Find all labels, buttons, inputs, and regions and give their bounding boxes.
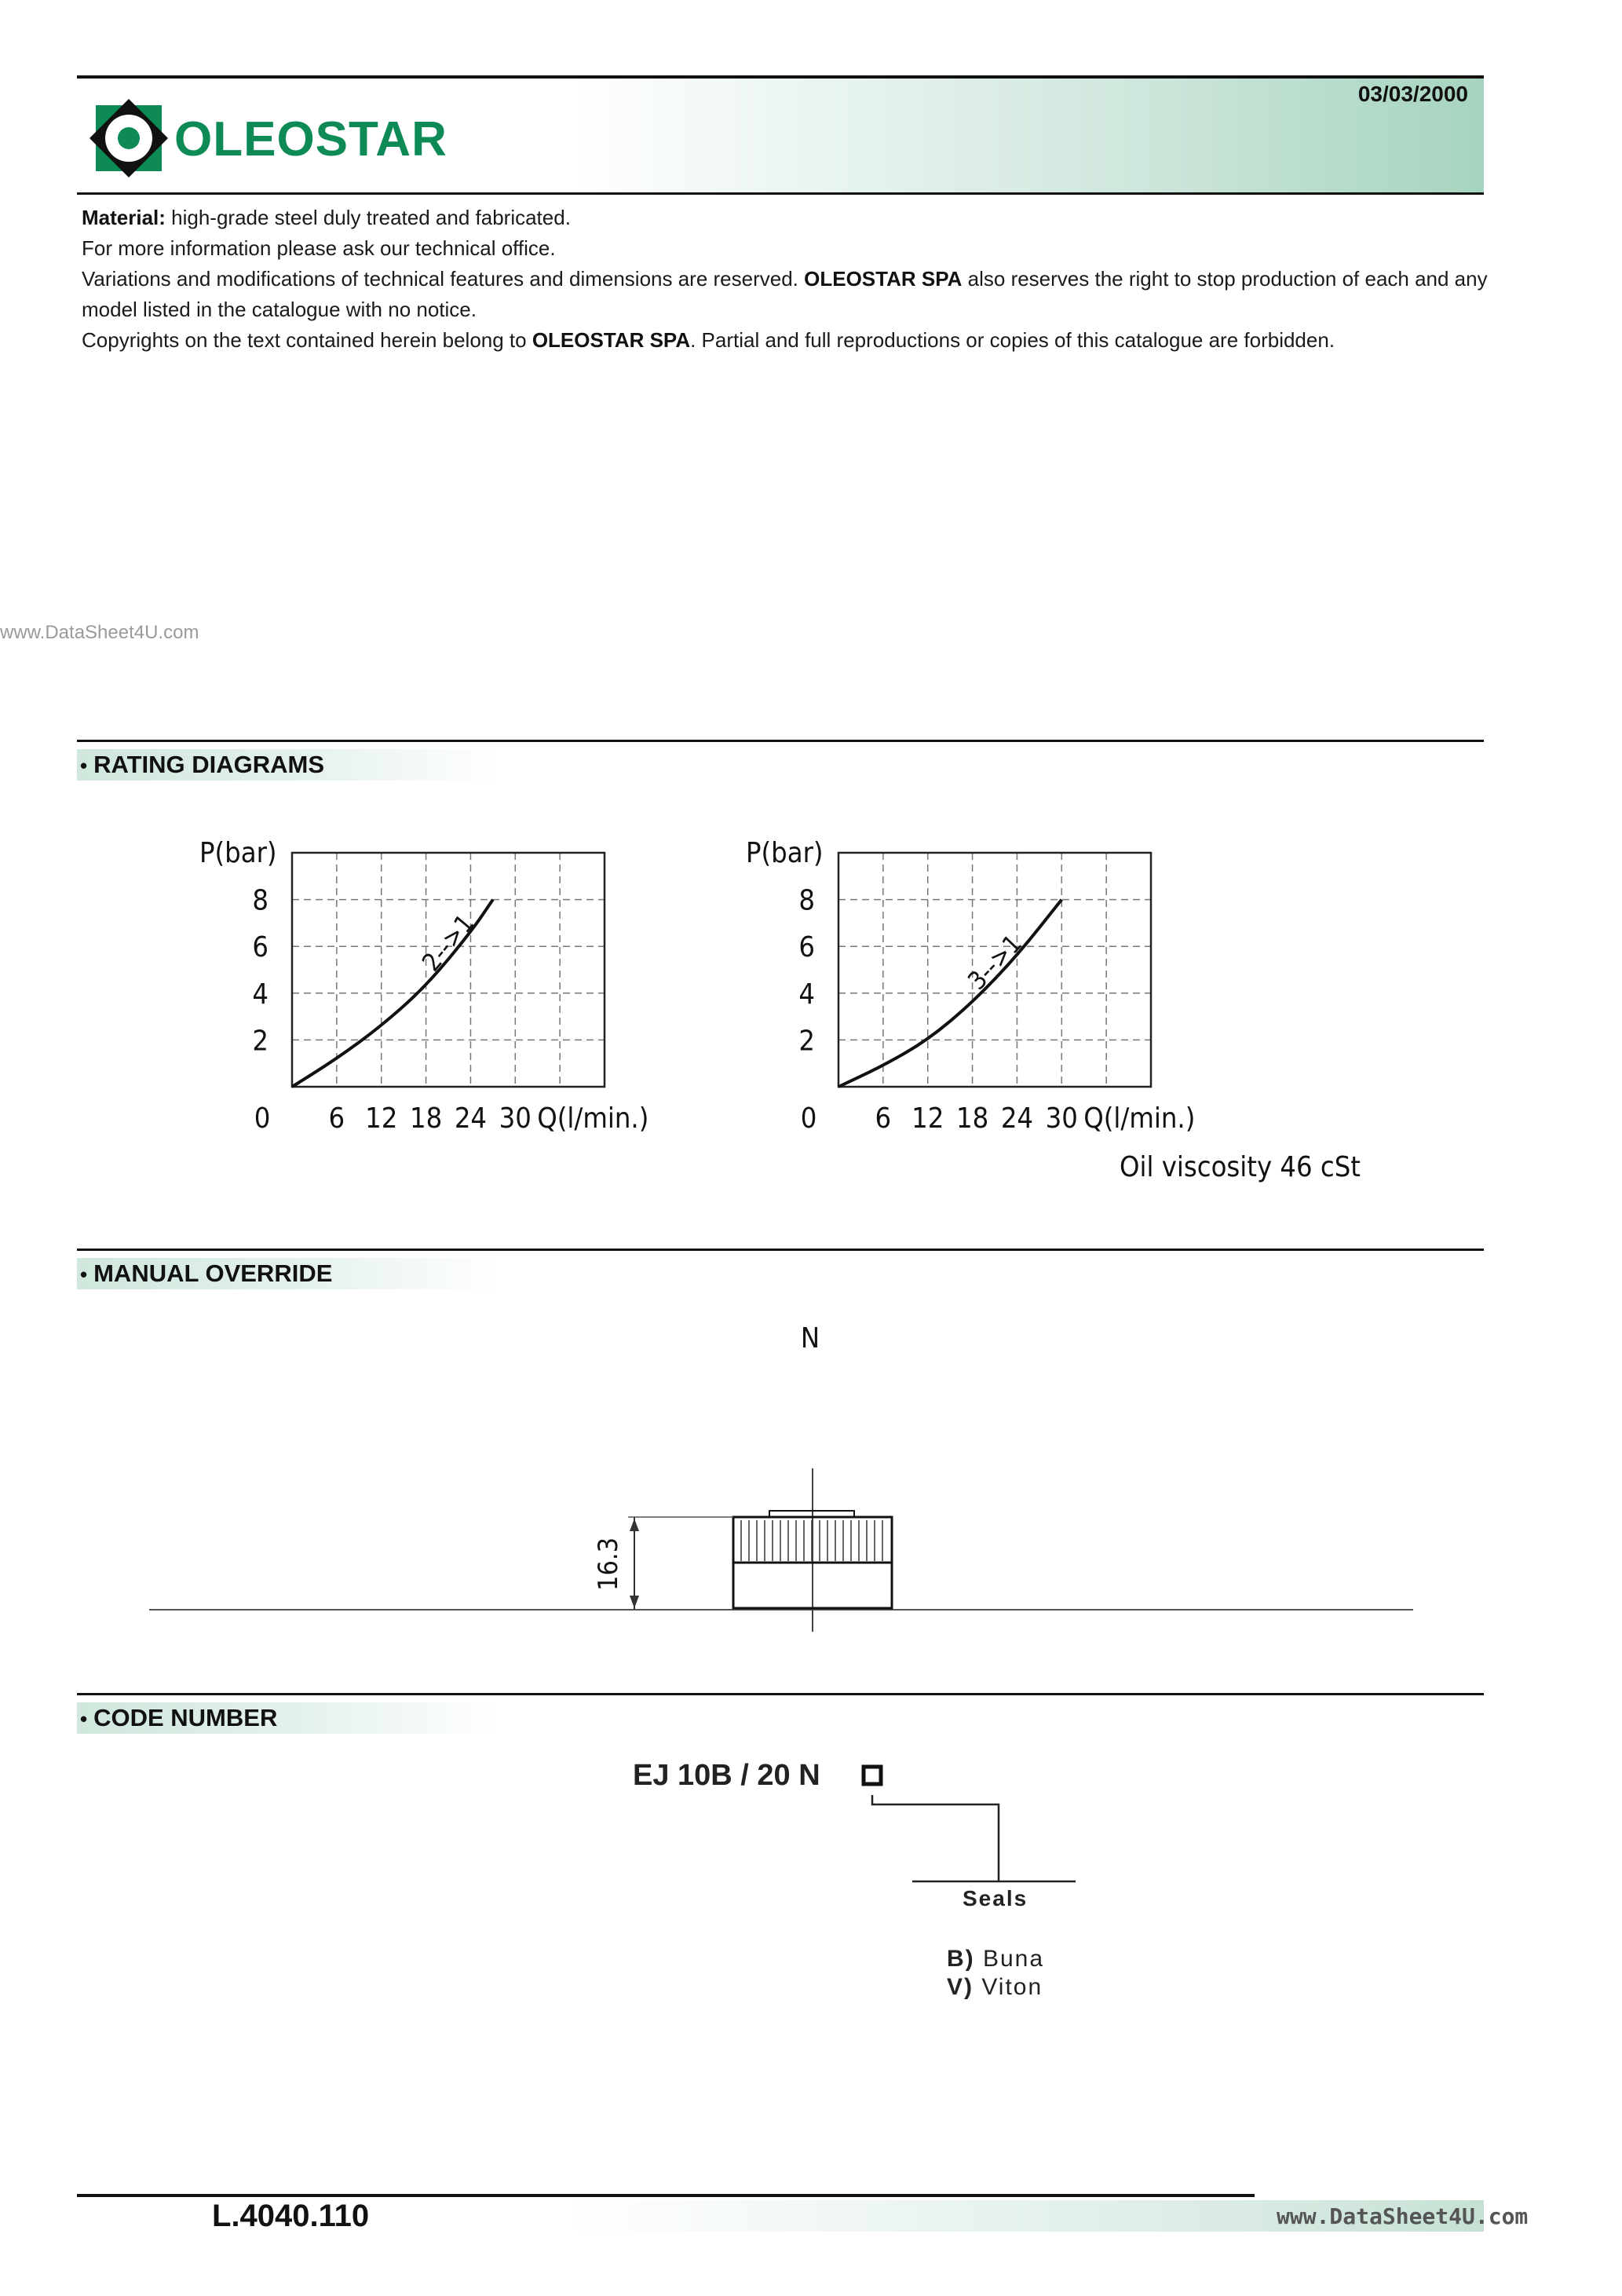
brand-name: OLEOSTAR — [174, 112, 448, 166]
x-axis-label: Q(l/min.) — [537, 1102, 649, 1135]
x-tick-label: 30 — [499, 1102, 532, 1135]
seal-option-buna: B) Buna — [947, 1946, 1045, 1972]
x-tick-label: 0 — [254, 1102, 271, 1135]
section-rule — [77, 1249, 1484, 1251]
dimension-value: 16.3 — [593, 1537, 624, 1591]
x-tick-label: 12 — [911, 1102, 944, 1135]
y-tick-label: 4 — [798, 978, 815, 1011]
section-title-rating: • RATING DIAGRAMS — [77, 749, 501, 781]
x-tick-label: 18 — [409, 1102, 443, 1135]
plot-frame — [292, 853, 605, 1087]
y-tick-label: 8 — [252, 884, 269, 917]
info-note: For more information please ask our technical office. — [82, 236, 556, 260]
section-rule — [77, 1693, 1484, 1695]
oleostar-logo-icon — [88, 97, 170, 179]
y-tick-label: 2 — [252, 1025, 269, 1058]
x-tick-label: 30 — [1045, 1102, 1078, 1135]
variant-label: N — [800, 1322, 820, 1355]
seal-option-viton: V) Viton — [947, 1974, 1043, 2000]
order-code: EJ 10B / 20 N — [633, 1759, 820, 1792]
legal-notes — [82, 203, 1495, 356]
y-tick-label: 6 — [252, 931, 269, 964]
variations-note: Variations and modifications of technical features and dimensions are reserved. OLEOSTAR SPA also reserves the right to stop production of each and any model listed in the catalogue with no notice. — [82, 267, 1488, 321]
section-title-code-number: • CODE NUMBER — [77, 1702, 501, 1734]
code-diagram — [856, 1759, 1091, 1892]
footer-url: www.DataSheet4U.com — [1277, 2203, 1529, 2229]
seal-option-box — [864, 1767, 881, 1784]
y-tick-label: 8 — [798, 884, 815, 917]
y-axis-label: P(bar) — [746, 837, 824, 869]
series-label: 3-->1 — [962, 928, 1028, 996]
watermark-text: www.DataSheet4U.com — [0, 622, 199, 643]
x-tick-label: 24 — [1000, 1102, 1034, 1135]
y-tick-label: 4 — [252, 978, 269, 1011]
x-tick-label: 0 — [800, 1102, 817, 1135]
section-title-manual-override: • MANUAL OVERRIDE — [77, 1258, 501, 1289]
document-date: 03/03/2000 — [1357, 82, 1468, 106]
material-note: Material: high-grade steel duly treated and fabricated. — [82, 206, 571, 229]
leader-line — [872, 1795, 999, 1881]
knurling — [741, 1520, 882, 1561]
x-axis-label: Q(l/min.) — [1083, 1102, 1196, 1135]
x-tick-label: 6 — [328, 1102, 345, 1135]
x-tick-label: 12 — [365, 1102, 398, 1135]
manual-override-drawing — [141, 1311, 1437, 1649]
seals-label: Seals — [963, 1886, 1028, 1910]
y-tick-label: 6 — [798, 931, 815, 964]
footer-rule — [77, 2194, 1255, 2197]
document-code: L.4040.110 — [212, 2199, 370, 2233]
x-tick-label: 6 — [875, 1102, 892, 1135]
series-label: 2-->1 — [415, 909, 480, 978]
y-axis-label: P(bar) — [199, 837, 277, 869]
rating-chart-3-to-1 — [727, 824, 1394, 1194]
rating-chart-2-to-1 — [181, 824, 691, 1194]
x-tick-label: 24 — [454, 1102, 488, 1135]
y-tick-label: 2 — [798, 1025, 815, 1058]
viscosity-note: Oil viscosity 46 cSt — [1120, 1151, 1361, 1183]
x-tick-label: 18 — [955, 1102, 989, 1135]
copyright-note: Copyrights on the text contained herein belong to OLEOSTAR SPA. Partial and full reproductions or copies of this catalogue are forbidden. — [82, 328, 1335, 352]
section-rule — [77, 740, 1484, 742]
